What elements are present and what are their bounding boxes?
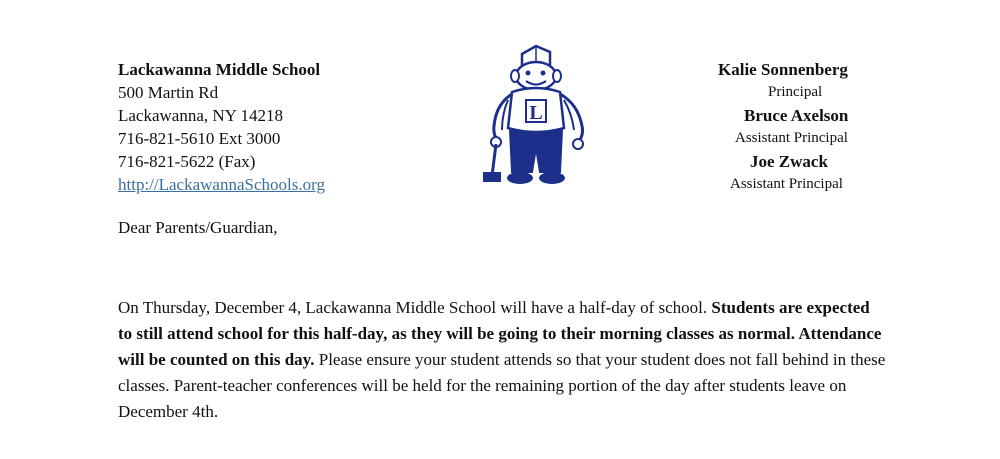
staff-name-principal: Kalie Sonnenberg — [718, 60, 848, 79]
letter-body-paragraph — [118, 295, 888, 425]
school-name: Lackawanna Middle School — [118, 60, 321, 79]
staff-title-assistant-2: Assistant Principal — [730, 176, 843, 192]
lackawanna-mascot-icon — [478, 44, 598, 194]
staff-name-assistant-1: Bruce Axelson — [744, 106, 849, 125]
school-phone: 716-821-5610 Ext 3000 — [118, 129, 281, 148]
school-fax: 716-821-5622 (Fax) — [118, 152, 256, 171]
staff-name-assistant-2: Joe Zwack — [750, 152, 828, 171]
paragraph-bold-notice: Students are expected to still attend school for this half-day, as they will be going to their morning classes as normal. Attendance will be counted on this day. — [118, 298, 882, 369]
school-info — [118, 58, 325, 196]
school-address-line2: Lackawanna, NY 14218 — [118, 106, 284, 125]
staff-list — [700, 58, 910, 196]
paragraph-intro: On Thursday, December 4, Lackawanna Middle School will have a half-day of school. — [118, 298, 712, 317]
staff-title-assistant-1: Assistant Principal — [735, 130, 848, 146]
school-address-line1: 500 Martin Rd — [118, 83, 219, 102]
school-website-link[interactable]: http://LackawannaSchools.org — [118, 175, 325, 194]
staff-title-principal: Principal — [768, 84, 823, 100]
letter-greeting: Dear Parents/Guardian, — [118, 218, 278, 237]
mascot-letter: L — [529, 102, 543, 124]
paragraph-outro: Please ensure your student attends so that your student does not fall behind in these classes. Parent-teacher conferences will be held for the remaining portion of the day after students leave on December 4th. — [118, 350, 886, 421]
